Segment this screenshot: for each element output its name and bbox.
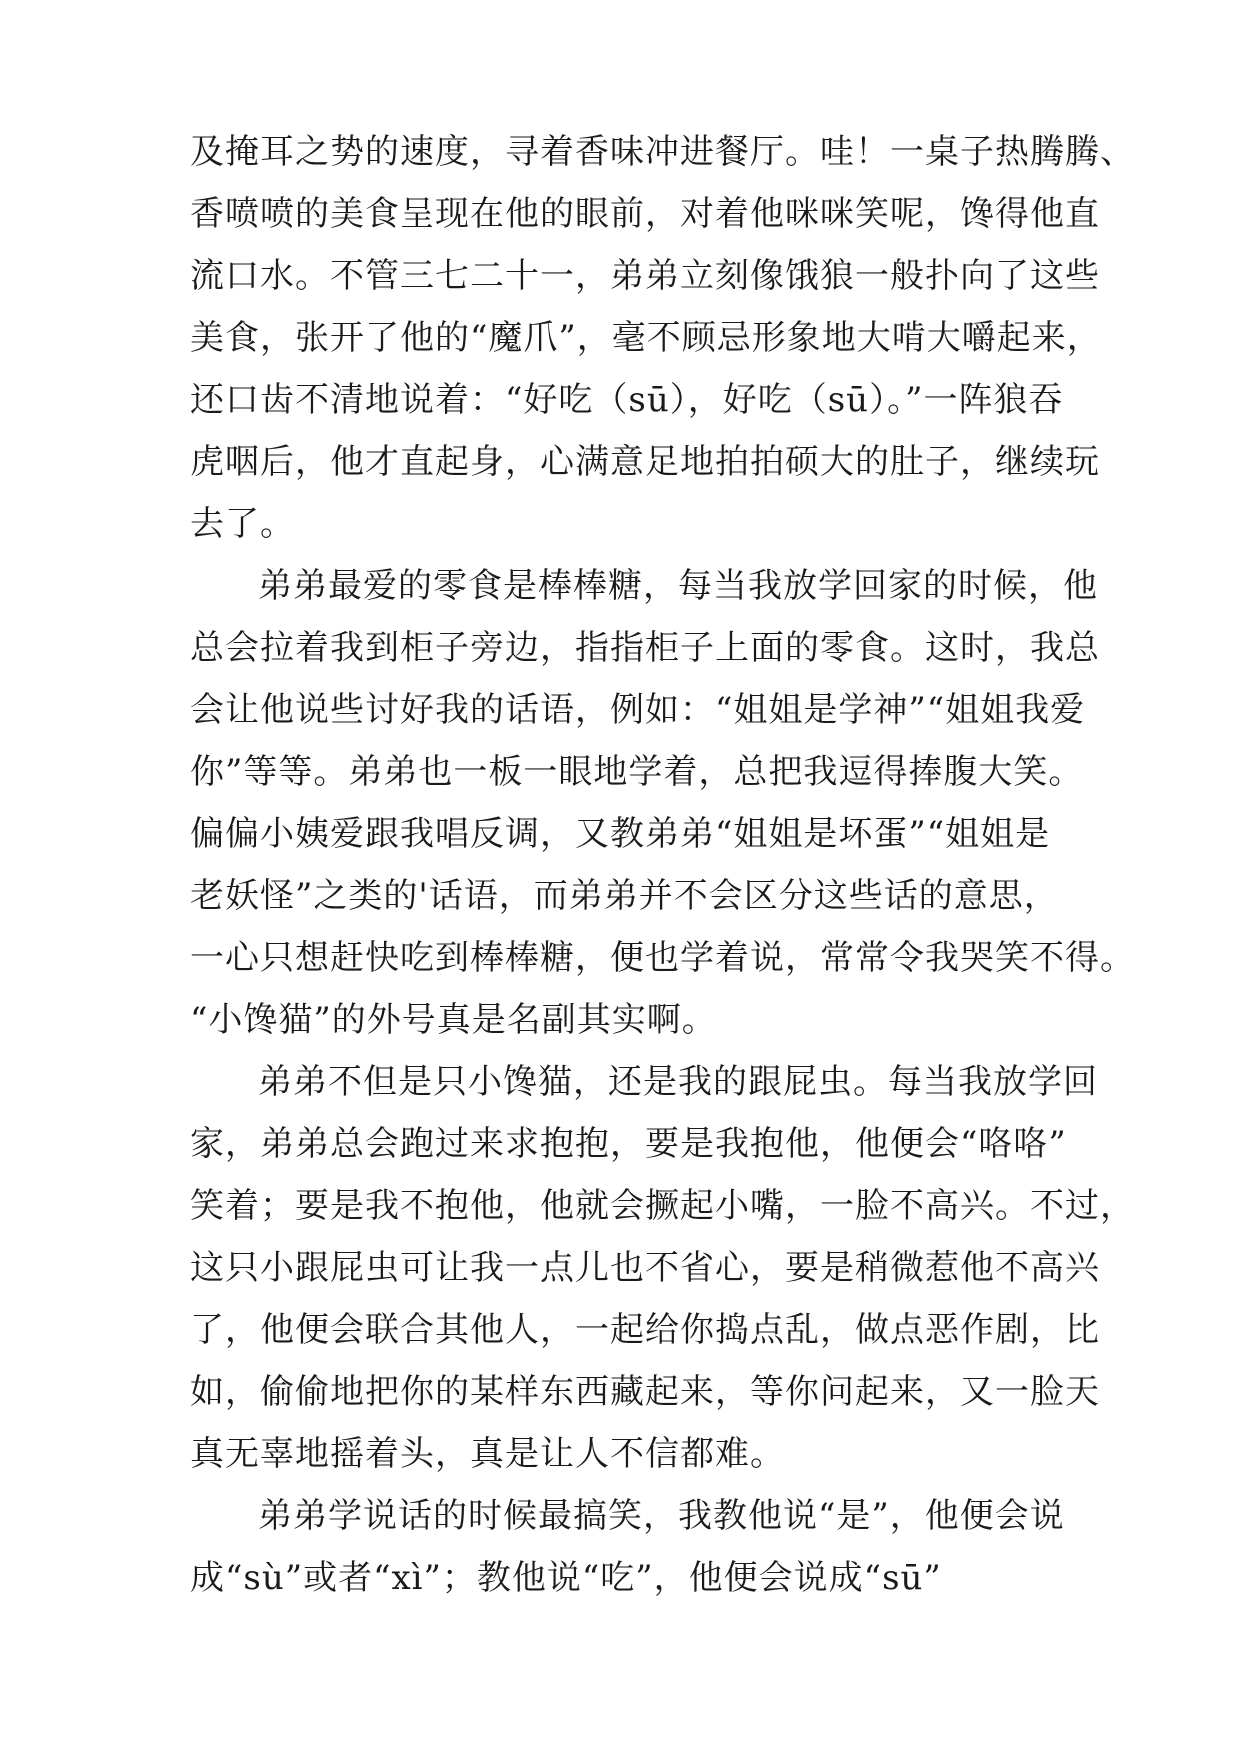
paragraph-start-line: 弟弟不但是只小馋猫，还是我的跟屁虫。每当我放学回 xyxy=(258,1062,1098,1102)
text-line: 总会拉着我到柜子旁边，指指柜子上面的零食。这时，我总 xyxy=(190,628,1100,668)
text-line: 如，偷偷地把你的某样东西藏起来，等你问起来，又一脸天 xyxy=(190,1372,1100,1412)
body-text xyxy=(190,121,1135,1609)
paragraph-start-line: 弟弟学说话的时候最搞笑，我教他说“是”，他便会说 xyxy=(258,1496,1065,1536)
text-line: 香喷喷的美食呈现在他的眼前，对着他咪咪笑呢，馋得他直 xyxy=(190,194,1100,234)
text-line: 老妖怪”之类的'话语，而弟弟并不会区分这些话的意思， xyxy=(190,876,1059,916)
text-line: 偏偏小姨爱跟我唱反调，又教弟弟“姐姐是坏蛋”“姐姐是 xyxy=(190,814,1051,854)
text-line: 美食，张开了他的“魔爪”，毫不顾忌形象地大啃大嚼起来， xyxy=(190,318,1102,358)
text-line: 流口水。不管三七二十一，弟弟立刻像饿狼一般扑向了这些 xyxy=(190,256,1100,296)
text-line: 家，弟弟总会跑过来求抱抱，要是我抱他，他便会“咯咯” xyxy=(190,1124,1067,1164)
text-line: 虎咽后，他才直起身，心满意足地拍拍硕大的肚子，继续玩 xyxy=(190,442,1100,482)
text-line: 你”等等。弟弟也一板一眼地学着，总把我逗得捧腹大笑。 xyxy=(190,752,1084,792)
paragraph-start-line: 弟弟最爱的零食是棒棒糖，每当我放学回家的时候，他 xyxy=(258,566,1098,606)
text-line: 会让他说些讨好我的话语，例如：“姐姐是学神”“姐姐我爱 xyxy=(190,690,1086,730)
text-line: 去了。 xyxy=(190,504,295,544)
text-line: 真无辜地摇着头，真是让人不信都难。 xyxy=(190,1434,785,1474)
text-line: “小馋猫”的外号真是名副其实啊。 xyxy=(190,1000,717,1040)
text-line: 笑着；要是我不抱他，他就会撅起小嘴，一脸不高兴。不过， xyxy=(190,1186,1135,1226)
text-line: 还口齿不清地说着：“好吃（sū），好吃（sū）。”一阵狼吞 xyxy=(190,380,1064,420)
text-line: 及掩耳之势的速度，寻着香味冲进餐厅。哇！一桌子热腾腾、 xyxy=(190,132,1135,172)
text-line: 成“sù”或者“xì”；教他说“吃”，他便会说成“sū” xyxy=(190,1558,942,1598)
text-line: 了，他便会联合其他人，一起给你捣点乱，做点恶作剧，比 xyxy=(190,1310,1100,1350)
text-line: 这只小跟屁虫可让我一点儿也不省心，要是稍微惹他不高兴 xyxy=(190,1248,1100,1288)
text-line: 一心只想赶快吃到棒棒糖，便也学着说，常常令我哭笑不得。 xyxy=(190,938,1135,978)
